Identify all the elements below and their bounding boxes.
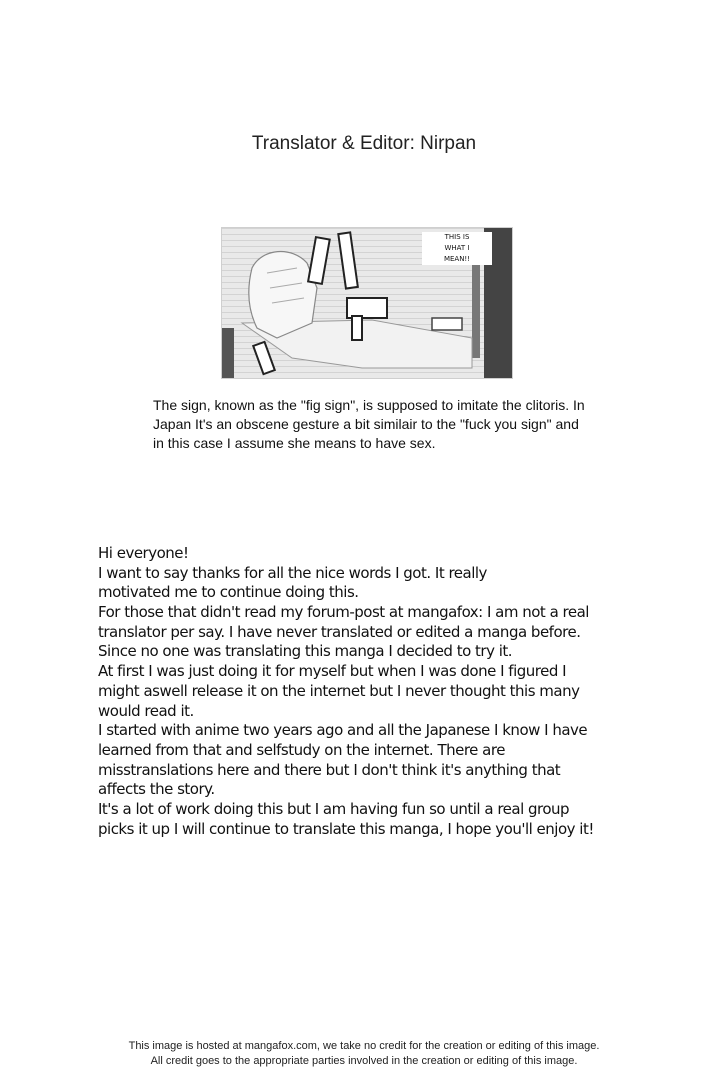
message-line: motivated me to continue doing this. [98, 583, 359, 602]
message-line: I started with anime two years ago and all the Japanese I know I have [98, 721, 588, 740]
translator-note: The sign, known as the "fig sign", is supposed to imitate the clitoris. In Japan It's an obscene gesture a bit similair to the "fuck you sign" and in this case I assume she means to have sex. [153, 397, 585, 451]
message-line: Hi everyone! [98, 544, 189, 562]
message-line: affects the story. [98, 780, 215, 799]
hosting-disclaimer [0, 1039, 728, 1069]
message-line: I want to say thanks for all the nice words I got. It really [98, 563, 487, 582]
speech-bubble-caption [422, 232, 492, 265]
message-line: translator per say. I have never translated or edited a manga before. [98, 622, 581, 641]
message-line: Since no one was translating this manga I decided to try it. [98, 642, 513, 661]
message-line: It's a lot of work doing this but I am having fun so until a real group [98, 799, 570, 818]
message-line: picks it up I will continue to translate this manga, I hope you'll enjoy it! [98, 819, 594, 838]
caption-line: THIS IS [444, 233, 470, 241]
message-line: would read it. [98, 701, 194, 720]
message-line: learned from that and selfstudy on the internet. There are [98, 740, 505, 759]
disclaimer-line: This image is hosted at mangafox.com, we take no credit for the creation or editing of this image. [128, 1040, 600, 1052]
caption-line: WHAT I [444, 244, 470, 252]
message-line: At first I was just doing it for myself but when I was done I figured I [98, 662, 567, 681]
message-line: For those that didn't read my forum-post at mangafox: I am not a real [98, 603, 589, 622]
message-line: might aswell release it on the internet but I never thought this many [98, 681, 580, 700]
disclaimer-line: All credit goes to the appropriate parties involved in the creation or editing of this image. [150, 1055, 578, 1067]
page-title: Translator & Editor: Nirpan [251, 133, 477, 154]
caption-line: MEAN!! [443, 255, 471, 263]
translator-message [98, 544, 668, 839]
message-line: misstranslations here and there but I don't think it's anything that [98, 760, 561, 779]
